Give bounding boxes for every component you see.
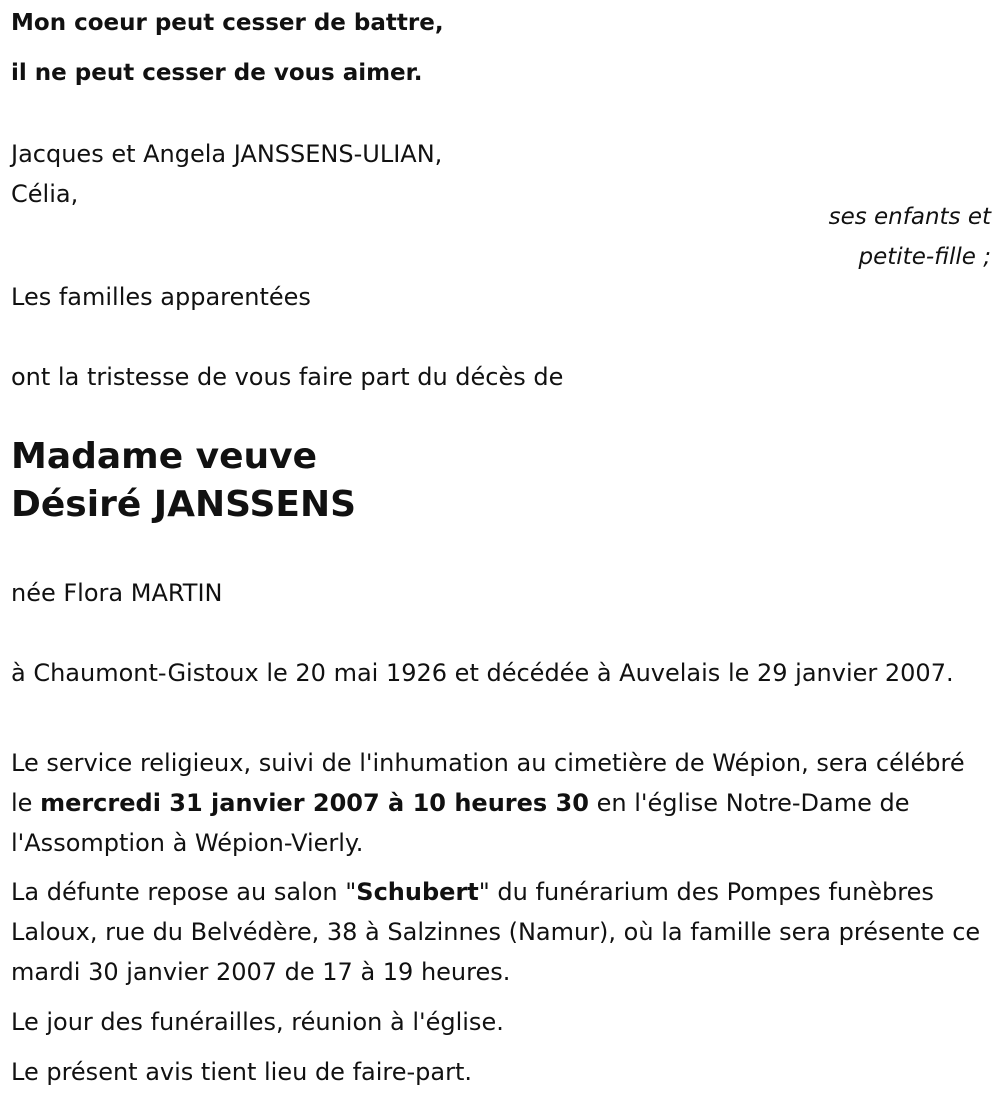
announcement-line: ont la tristesse de vous faire part du décès de <box>11 363 564 391</box>
family-line-1: Jacques et Angela JANSSENS-ULIAN, <box>11 140 443 168</box>
deceased-name-line-2: Désiré JANSSENS <box>11 484 357 525</box>
birth-death-paragraph: à Chaumont-Gistoux le 20 mai 1926 et décédée à Auvelais le 29 janvier 2007. <box>11 659 954 687</box>
notice-paragraph: Le présent avis tient lieu de faire-part. <box>11 1058 473 1086</box>
family-role-line-2: petite-fille ; <box>858 244 991 270</box>
service-paragraph <box>11 743 986 863</box>
service-text-before: Le service religieux, suivi de l'inhumation au cimetière de Wépion, sera célébré le <box>11 749 965 817</box>
poem-line-2: il ne peut cesser de vous aimer. <box>11 60 423 86</box>
service-text-after: en l'église Notre-Dame de l'Assomption à Wépion-Vierly. <box>11 789 910 857</box>
family-role-line-1: ses enfants et <box>828 204 991 230</box>
family-line-2: Célia, <box>11 180 79 208</box>
salon-name: Schubert <box>356 878 479 906</box>
poem-line-1: Mon coeur peut cesser de battre, <box>11 10 444 36</box>
rest-text-before: La défunte repose au salon " <box>11 878 357 906</box>
birth-name: née Flora MARTIN <box>11 579 223 607</box>
relatives-line: Les familles apparentées <box>11 283 311 311</box>
service-date-time: mercredi 31 janvier 2007 à 10 heures 30 <box>40 789 589 817</box>
rest-text-after: " du funérarium des Pompes funèbres Laloux, rue du Belvédère, 38 à Salzinnes (Namur), où la famille sera présente ce mardi 30 janvier 2007 de 17 à 19 heures. <box>11 878 981 986</box>
rest-paragraph <box>11 872 986 992</box>
deceased-name-line-1: Madame veuve <box>11 436 318 477</box>
funeral-day-paragraph: Le jour des funérailles, réunion à l'église. <box>11 1008 504 1036</box>
